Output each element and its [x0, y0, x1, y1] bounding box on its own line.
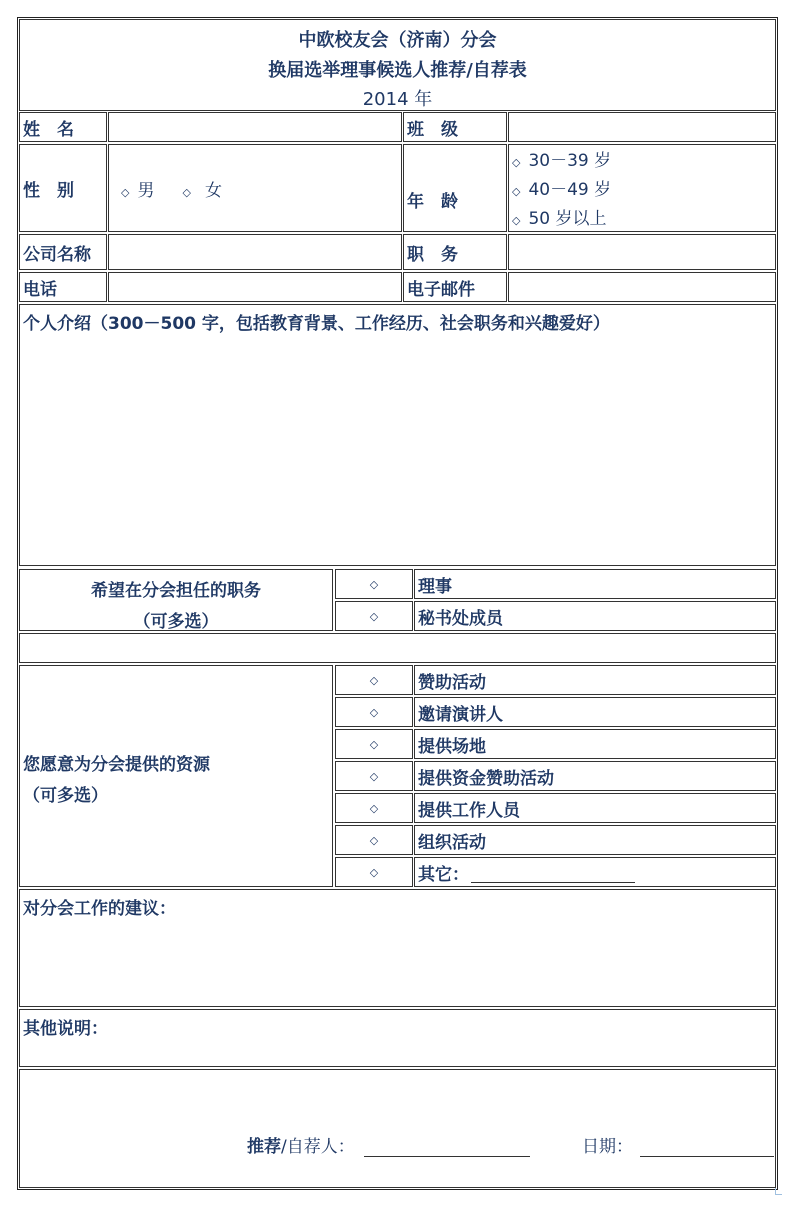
role-checkbox-director[interactable] — [335, 569, 413, 599]
position-label: 职 务 — [403, 234, 507, 270]
recommender-label-rest: /自荐人： — [281, 1137, 355, 1157]
role-option-secretariat: 秘书处成员 — [414, 601, 776, 631]
age-option-label: 30－39 岁 — [528, 151, 612, 171]
resource-checkbox-other[interactable] — [335, 857, 413, 887]
diamond-icon: ◇ — [369, 801, 379, 815]
email-field[interactable] — [508, 272, 776, 302]
diamond-icon: ◇ — [512, 214, 521, 227]
roles-label — [19, 569, 333, 631]
phone-label: 电话 — [19, 272, 107, 302]
other-notes-label: 其他说明： — [23, 1019, 108, 1039]
position-field[interactable] — [508, 234, 776, 270]
female-option[interactable] — [182, 176, 221, 201]
form-header — [19, 19, 776, 111]
resources-label — [19, 665, 333, 887]
roles-label-line1: 希望在分会担任的职务 — [91, 581, 261, 601]
resource-option-funding: 提供资金赞助活动 — [414, 761, 776, 791]
diamond-icon: ◇ — [182, 185, 191, 199]
diamond-icon: ◇ — [369, 737, 379, 751]
page-corner-mark — [775, 1188, 782, 1195]
suggestion-label: 对分会工作的建议： — [23, 899, 176, 919]
age-field — [508, 144, 776, 232]
spacer-row — [19, 633, 776, 663]
resources-label-line2: （可多选） — [23, 786, 108, 806]
resource-checkbox-venue[interactable] — [335, 729, 413, 759]
gender-field — [108, 144, 402, 232]
age-option-50[interactable] — [509, 205, 775, 234]
age-option-label: 50 岁以上 — [528, 209, 607, 229]
resource-option-staff: 提供工作人员 — [414, 793, 776, 823]
date-label: 日期： — [582, 1137, 633, 1157]
resource-checkbox-funding[interactable] — [335, 761, 413, 791]
suggestion-section[interactable] — [19, 889, 776, 1007]
age-option-label: 40－49 岁 — [528, 180, 612, 200]
diamond-icon: ◇ — [369, 769, 379, 783]
org-title: 中欧校友会（济南）分会 — [298, 30, 497, 51]
intro-section[interactable] — [19, 304, 776, 566]
date-line — [582, 1132, 774, 1157]
recommender-label-bold: 推荐 — [247, 1137, 281, 1157]
class-label: 班 级 — [403, 112, 507, 142]
signature-section — [19, 1069, 776, 1188]
resource-option-speaker: 邀请演讲人 — [414, 697, 776, 727]
recommender-signature-field[interactable] — [364, 1136, 530, 1157]
diamond-icon: ◇ — [121, 185, 130, 199]
resource-checkbox-sponsor[interactable] — [335, 665, 413, 695]
recommender-line — [247, 1132, 530, 1157]
resource-other-label: 其它： — [418, 864, 469, 885]
diamond-icon: ◇ — [512, 185, 521, 198]
resource-option-venue: 提供场地 — [414, 729, 776, 759]
phone-field[interactable] — [108, 272, 402, 302]
resource-other-input[interactable] — [471, 862, 635, 883]
age-label: 年 龄 — [403, 144, 507, 232]
resource-checkbox-organize[interactable] — [335, 825, 413, 855]
name-label: 姓 名 — [19, 112, 107, 142]
diamond-icon: ◇ — [369, 833, 379, 847]
age-option-30[interactable] — [509, 147, 775, 176]
gender-label: 性 别 — [19, 144, 107, 232]
role-option-director: 理事 — [414, 569, 776, 599]
resource-option-organize: 组织活动 — [414, 825, 776, 855]
other-notes-section[interactable] — [19, 1009, 776, 1067]
diamond-icon: ◇ — [369, 705, 379, 719]
form-title: 换届选举理事候选人推荐/自荐表 — [268, 60, 527, 81]
male-option[interactable] — [121, 176, 154, 201]
diamond-icon: ◇ — [369, 609, 379, 623]
class-field[interactable] — [508, 112, 776, 142]
resource-checkbox-staff[interactable] — [335, 793, 413, 823]
roles-label-line2: （可多选） — [133, 612, 219, 632]
date-field[interactable] — [640, 1136, 774, 1157]
email-label: 电子邮件 — [403, 272, 507, 302]
female-label: 女 — [204, 180, 222, 201]
resource-option-sponsor: 赞助活动 — [414, 665, 776, 695]
name-field[interactable] — [108, 112, 402, 142]
resources-label-line1: 您愿意为分会提供的资源 — [23, 755, 210, 775]
company-field[interactable] — [108, 234, 402, 270]
intro-label: 个人介绍（300－500 字，包括教育背景、工作经历、社会职务和兴趣爱好） — [23, 314, 610, 334]
diamond-icon: ◇ — [369, 577, 379, 591]
diamond-icon: ◇ — [369, 865, 379, 879]
form-year: 2014 年 — [362, 89, 433, 110]
age-option-40[interactable] — [509, 176, 775, 205]
resource-option-other — [414, 857, 776, 887]
male-label: 男 — [137, 180, 155, 201]
role-checkbox-secretariat[interactable] — [335, 601, 413, 631]
diamond-icon: ◇ — [512, 156, 521, 169]
company-label: 公司名称 — [19, 234, 107, 270]
resource-checkbox-speaker[interactable] — [335, 697, 413, 727]
diamond-icon: ◇ — [369, 673, 379, 687]
